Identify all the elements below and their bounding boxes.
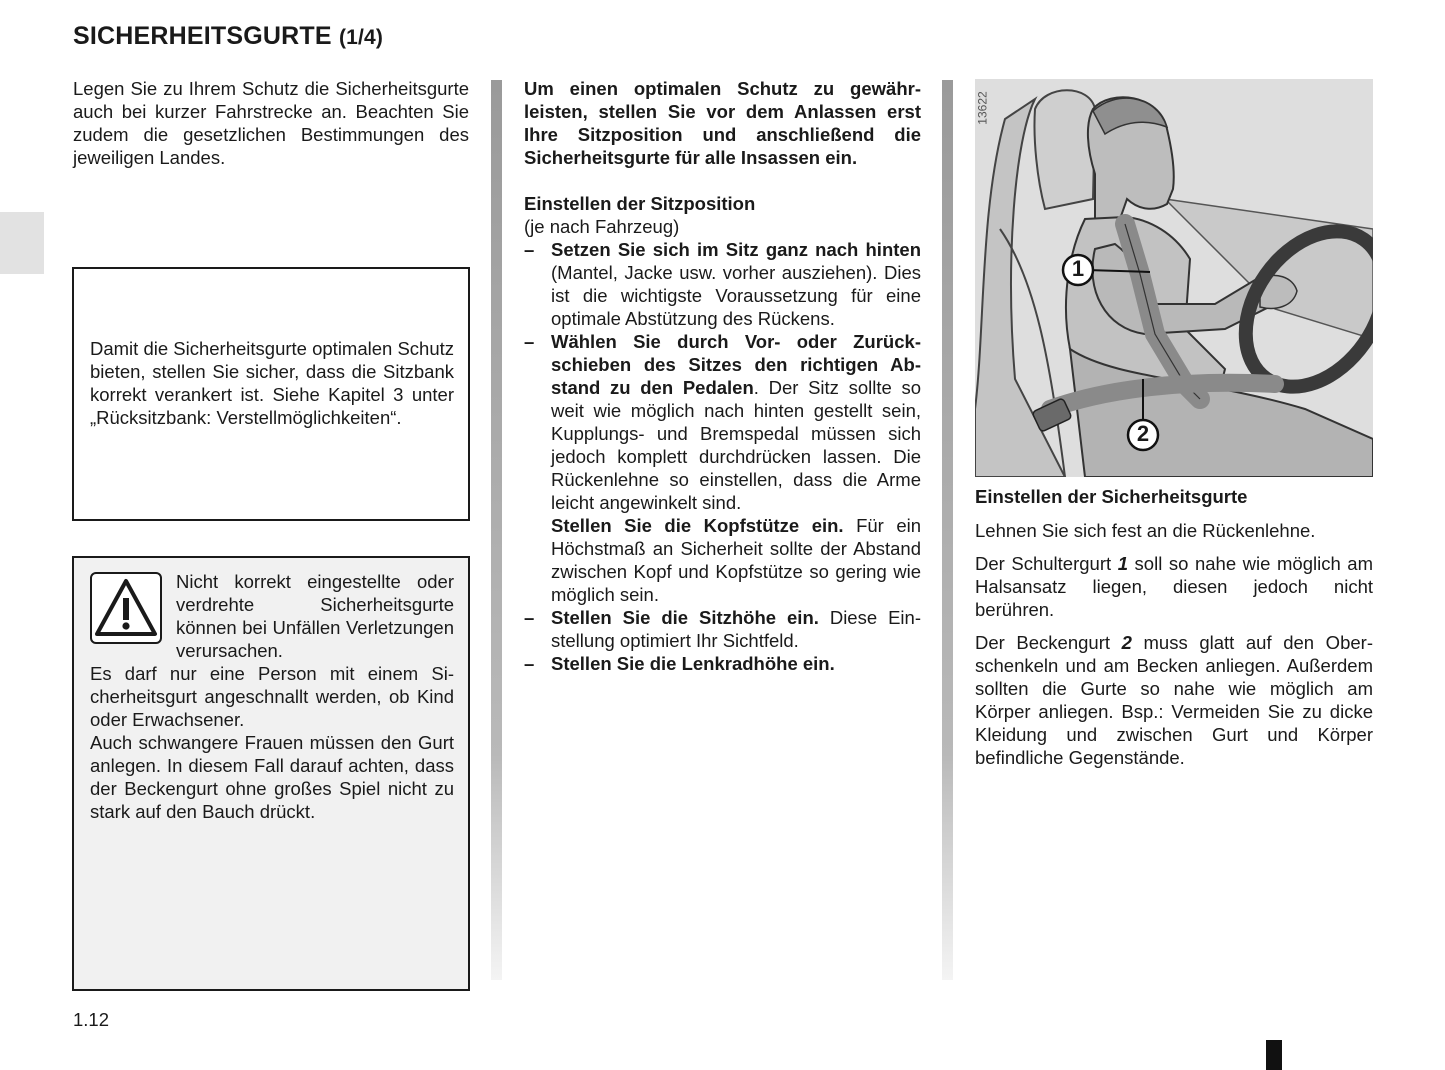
figure-reference-number: 13622 <box>975 91 990 125</box>
list-item: – Stellen Sie die Lenkradhöhe ein. <box>524 652 921 675</box>
callout-1: 1 <box>1071 256 1085 281</box>
warning-text-2: Es darf nur eine Person mit einem Sicherheitsgurt angeschnallt werden, ob Kind oder Erwachsener. <box>90 663 454 730</box>
section-subtitle: (je nach Fahrzeug) <box>524 216 680 237</box>
intro-paragraph <box>73 77 469 169</box>
column-divider-left <box>491 80 502 980</box>
callout-2: 2 <box>1136 421 1150 446</box>
title-part: (1/4) <box>338 26 384 49</box>
chapter-tab-marker <box>0 212 44 274</box>
list-item-continuation: Stellen Sie die Kopfstütze ein. Für ein Höchstmaß an Sicherheit sollte der Abstand zwischen Kopf und Kopfstütze so gering wie möglich sein. <box>551 515 922 605</box>
list-item: – Wählen Sie durch Vor- oder Zurückschieben des Sitzes den richtigen Abstand zu den Pedalen. Der Sitz sollte so weit wie möglich nach hinten gestellt sein, Kupplungs- und Bremspedal müssen sich jedoch komplett durchdrücken lassen. Die Rückenlehne so einstellen, dass die Arme leicht angewinkelt sind. <box>524 330 921 514</box>
paragraph: Der Schultergurt 1 soll so nahe wie möglich am Halsansatz liegen, diesen jedoch nicht berühren. <box>975 553 1374 620</box>
seatbelt-adjustment-column <box>975 485 1373 779</box>
page-number: 1.12 <box>73 1009 110 1030</box>
intro-text: Legen Sie zu Ihrem Schutz die Sicherheitsgurte auch bei kurzer Fahrstrecke an. Beachten Sie zudem die gesetzlichen Bestimmungen des jeweiligen Landes. <box>73 78 469 168</box>
title-main: SICHERHEITSGURTE <box>73 22 332 50</box>
seatbelt-illustration <box>975 79 1373 477</box>
column-divider-right <box>942 80 953 980</box>
warning-text-1: Nicht korrekt eingestellte oder verdrehte Sicherheitsgurte können bei Unfällen Verletzungen verursachen. <box>176 571 454 661</box>
seat-adjustment-column <box>524 77 921 675</box>
list-item: – Stellen Sie die Sitzhöhe ein. Diese Einstellung optimiert Ihr Sichtfeld. <box>524 606 921 652</box>
paragraph: Lehnen Sie sich fest an die Rückenlehne. <box>975 520 1316 541</box>
figure-caption: Einstellen der Sicherheitsgurte <box>975 486 1248 507</box>
warning-triangle-icon <box>90 572 162 644</box>
print-mark <box>1266 1040 1282 1070</box>
paragraph: Der Beckengurt 2 muss glatt auf den Oberschenkeln und am Becken anliegen. Außerdem sollten die Gurte so nahe wie möglich am Körper anliegen. Bsp.: Vermeiden Sie zu dicke Kleidung und zwischen Gurt und Körper befindliche Gegenstände. <box>975 632 1373 768</box>
warning-text-3: Auch schwangere Frauen müssen den Gurt anlegen. In diesem Fall darauf achten, dass der Beckengurt ohne großes Spiel nicht zu stark auf den Bauch drückt. <box>90 732 454 822</box>
section-title: Einstellen der Sitzposition <box>524 193 756 214</box>
intro-bold-text: Um einen optimalen Schutz zu gewährleisten, stellen Sie vor dem Anlassen erst Ihre Sitzposition und anschließend die Sicherheitsgurte für alle Insassen ein. <box>524 78 921 168</box>
note-box <box>72 267 470 521</box>
note-text: Damit die Sicherheitsgurte optimalen Schutz bieten, stellen Sie sicher, dass die Sitzbank korrekt verankert ist. Siehe Kapitel 3 unter „Rücksitzbank: Verstellmöglichkeiten“. <box>90 338 455 428</box>
list-item: – Setzen Sie sich im Sitz ganz nach hinten (Mantel, Jacke usw. vorher ausziehen). Dies ist die wichtigste Voraussetzung für eine optimale Abstützung des Rückens. <box>524 238 921 330</box>
warning-box <box>72 556 470 991</box>
page-title <box>73 22 383 51</box>
